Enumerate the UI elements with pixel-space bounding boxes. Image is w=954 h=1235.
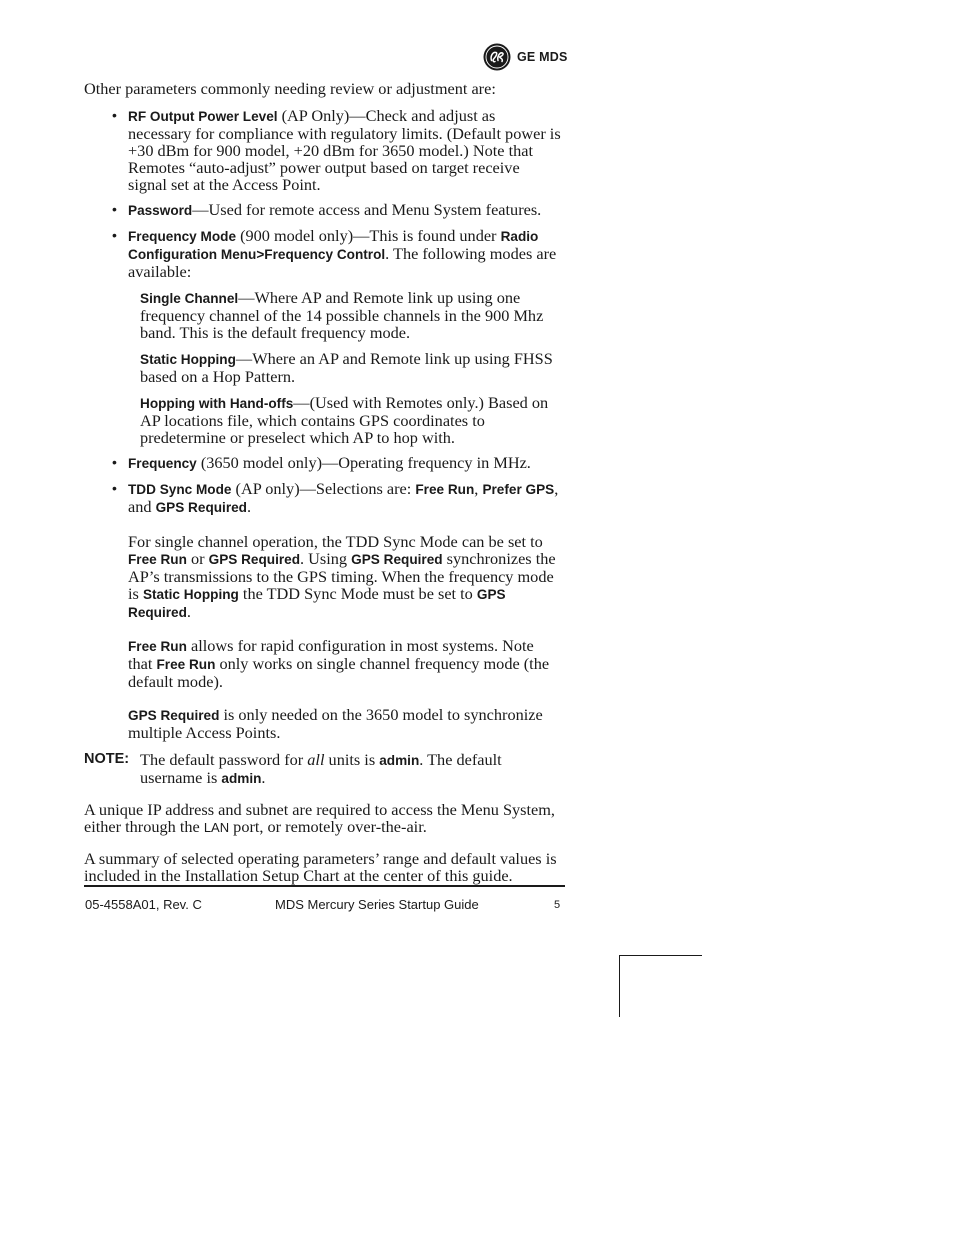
term: GPS Required xyxy=(128,587,506,620)
frequency-modes xyxy=(140,289,562,446)
ge-monogram-icon xyxy=(483,43,511,71)
tdd-text: (AP only)—Selections are: xyxy=(231,479,416,498)
text: port, or remotely over-the-air. xyxy=(229,817,427,836)
frequency-description: (3650 model only)—Operating frequency in MHz. xyxy=(196,453,531,472)
mode-term: Single Channel xyxy=(140,291,239,306)
mode-description: —Where an AP and Remote link up using FHSS based on a Hop Pattern. xyxy=(140,349,553,386)
note-text: . The default username is xyxy=(140,750,502,787)
text: A unique IP address and subnet are required to access the Menu System, either through the xyxy=(84,800,555,836)
mode-hopping-hand-offs xyxy=(140,394,562,446)
separator: , xyxy=(474,479,483,498)
list-item-frequency xyxy=(84,454,562,472)
header-logo xyxy=(483,43,568,73)
password-description: —Used for remote access and Menu System features. xyxy=(192,200,542,219)
bullet-icon: • xyxy=(112,480,117,496)
text: is only needed on the 3650 model to synchronize multiple Access Points. xyxy=(128,705,543,742)
text: or xyxy=(186,549,209,568)
term-tdd-sync-mode: TDD Sync Mode xyxy=(128,482,232,497)
paragraph-summary: A summary of selected operating parameters’ range and default values is included in the Installation Setup Chart at the center of this guide. xyxy=(84,849,557,885)
term: Free Run xyxy=(128,552,187,567)
mode-term: Static Hopping xyxy=(140,352,236,367)
footer-doc-number: 05-4558A01, Rev. C xyxy=(85,897,202,912)
note-label: NOTE: xyxy=(84,751,130,767)
paragraph-ip-address xyxy=(84,801,562,836)
crop-mark-horizontal xyxy=(619,955,702,956)
term: Static Hopping xyxy=(142,587,239,602)
term: GPS Required xyxy=(351,552,443,567)
bullet-icon: • xyxy=(112,227,117,243)
mode-description: —(Used with Remotes only.) Based on AP locations file, which contains GPS coordinates to predetermine or preselect which AP to hop with. xyxy=(140,393,549,447)
footer-page-number: 5 xyxy=(554,899,561,911)
note-emphasis: all xyxy=(307,750,325,769)
menu-path: Radio Configuration Menu>Frequency Control xyxy=(128,229,539,262)
note-text: units is xyxy=(324,750,380,769)
mode-static-hopping xyxy=(140,350,562,385)
bullet-icon: • xyxy=(112,454,117,470)
frequency-mode-text-end: . The following modes are available: xyxy=(128,244,557,281)
note-block xyxy=(84,751,562,787)
intro-text: Other parameters commonly needing review or adjustment are: xyxy=(84,79,496,98)
rf-output-description: (AP Only)—Check and adjust as necessary for compliance with regulatory limits. (Default power is +30 dBm for 900 model, +20 dBm for 3650 model.) Note that Remotes “auto-adjust” power output based on target receive signal set at the Access Point. xyxy=(128,106,561,194)
footer-guide-title: MDS Mercury Series Startup Guide xyxy=(275,897,479,912)
brand-name: GE MDS xyxy=(517,50,568,64)
list-item-frequency-mode xyxy=(84,227,562,446)
tdd-paragraph-single-channel xyxy=(84,533,562,621)
option-gps-required: GPS Required xyxy=(155,500,247,515)
text: the TDD Sync Mode must be set to xyxy=(238,584,477,603)
default-username: admin xyxy=(221,771,262,786)
mode-single-channel xyxy=(140,289,562,341)
footer-divider xyxy=(84,885,565,887)
text: allows for rapid configuration in most systems. Note that xyxy=(128,636,534,673)
bullet-icon: • xyxy=(112,201,117,217)
list-item-tdd-sync-mode xyxy=(84,480,562,516)
crop-mark-vertical xyxy=(619,955,620,1017)
text: For single channel operation, the TDD Sync Mode can be set to xyxy=(128,532,543,551)
list-item-password xyxy=(84,201,562,219)
separator: , and xyxy=(128,479,559,516)
tdd-paragraph-free-run xyxy=(84,637,562,690)
parameter-list xyxy=(84,107,562,516)
page-content xyxy=(84,80,562,898)
term: GPS Required xyxy=(208,552,301,567)
term: GPS Required xyxy=(128,708,220,723)
term: Free Run xyxy=(128,639,187,654)
mode-term: Hopping with Hand-offs xyxy=(140,396,294,411)
text: . xyxy=(186,602,191,621)
mode-description: —Where AP and Remote link up using one frequency channel of the 14 possible channels in the 900 Mhz band. This is the default frequency mode. xyxy=(140,288,544,342)
default-password: admin xyxy=(379,753,420,768)
note-text: The default password for xyxy=(140,750,308,769)
bullet-icon: • xyxy=(112,107,117,123)
separator: . xyxy=(246,497,252,516)
term: Free Run xyxy=(156,657,216,672)
term-frequency-mode: Frequency Mode xyxy=(128,229,237,244)
option-free-run: Free Run xyxy=(415,482,475,497)
term-password: Password xyxy=(128,203,193,218)
option-prefer-gps: Prefer GPS xyxy=(482,482,555,497)
note-text: . xyxy=(261,768,266,787)
term-frequency: Frequency xyxy=(128,456,197,471)
text: only works on single channel frequency mode (the default mode). xyxy=(128,654,550,691)
term-rf-output-power-level: RF Output Power Level xyxy=(128,109,278,124)
text: synchronizes the AP’s transmissions to the GPS timing. When the frequency mode is xyxy=(128,549,556,603)
lan-port-label: LAN xyxy=(203,820,230,835)
frequency-mode-text: (900 model only)—This is found under xyxy=(236,226,501,245)
text: . Using xyxy=(300,549,352,568)
tdd-paragraph-gps-required xyxy=(84,706,562,741)
list-item-rf-output xyxy=(84,107,562,193)
